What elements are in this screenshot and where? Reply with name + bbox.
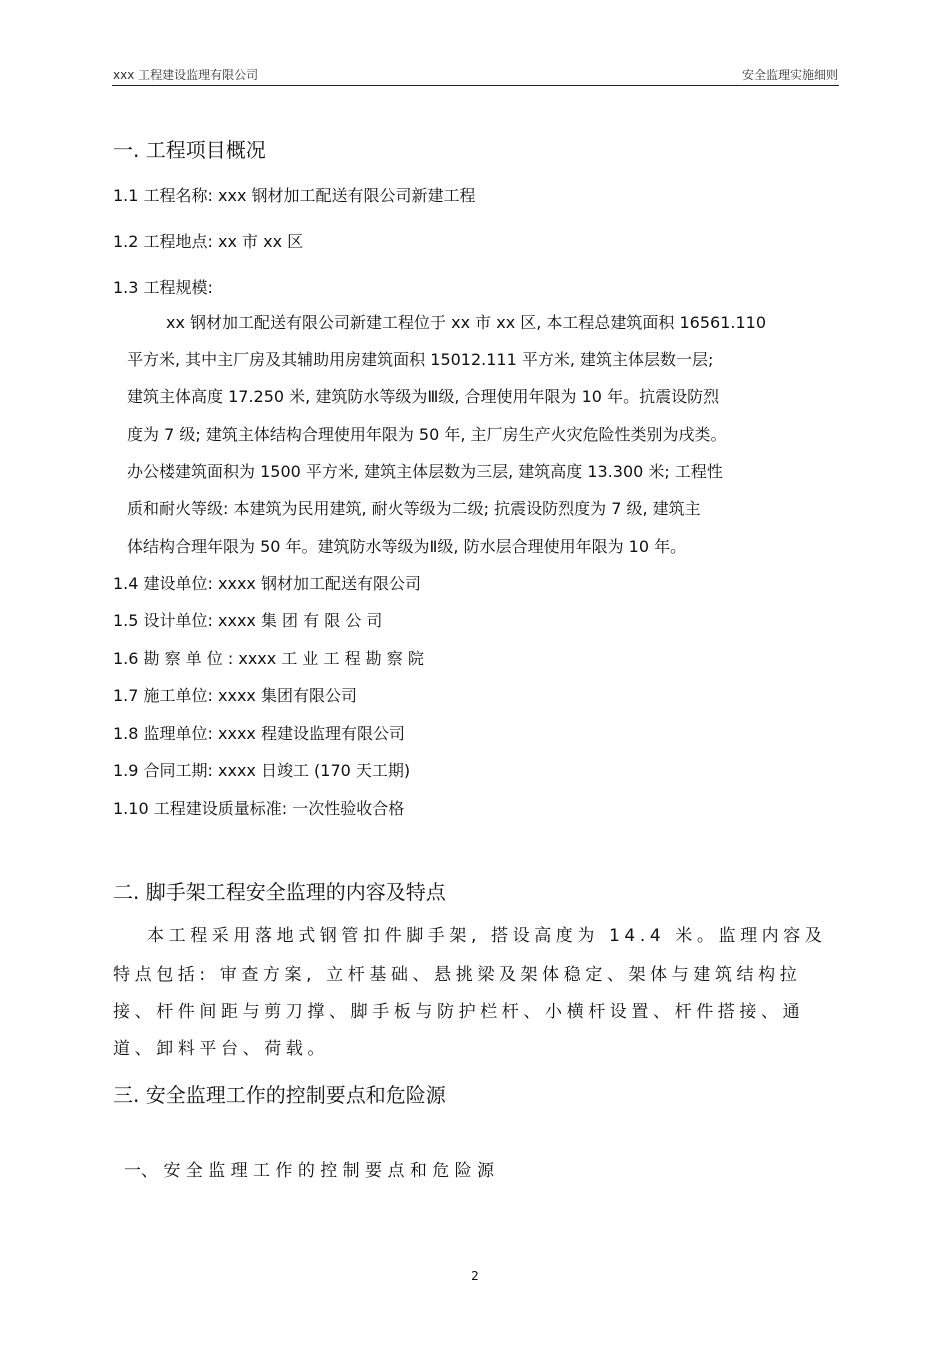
item-1-10: 1.10 工程建设质量标准: 一次性验收合格 <box>113 799 405 818</box>
header-company: xxx 工程建设监理有限公司 <box>113 68 259 82</box>
item-1-8: 1.8 监理单位: xxxx 程建设监理有限公司 <box>113 724 405 743</box>
page-number: 2 <box>471 1269 479 1283</box>
scale-line-3: 建筑主体高度 17.250 米, 建筑防水等级为Ⅲ级, 合理使用年限为 10 年。抗震设防烈 <box>127 387 720 406</box>
header-doc-title: 安全监理实施细则 <box>741 68 838 82</box>
item-1-3: 1.3 工程规模: <box>113 278 213 297</box>
section-2-title: 二. 脚手架工程安全监理的内容及特点 <box>113 880 446 904</box>
item-1-2: 1.2 工程地点: xx 市 xx 区 <box>113 232 304 251</box>
section-2-line-3: 接、杆件间距与剪刀撑、脚手板与防护栏杆、小横杆设置、杆件搭接、通 <box>113 1002 805 1022</box>
scale-line-6: 质和耐火等级: 本建筑为民用建筑, 耐火等级为二级; 抗震设防烈度为 7 级, 建筑主 <box>127 499 701 518</box>
section-3-subtitle: 一、 安 全 监 理 工 作 的 控 制 要 点 和 危 险 源 <box>124 1161 495 1181</box>
scale-line-1: xx 钢材加工配送有限公司新建工程位于 xx 市 xx 区, 本工程总建筑面积 16561.110 <box>166 313 767 332</box>
item-1-5: 1.5 设计单位: xxxx 集 团 有 限 公 司 <box>113 611 383 630</box>
item-1-4: 1.4 建设单位: xxxx 钢材加工配送有限公司 <box>113 574 421 593</box>
scale-line-2: 平方米, 其中主厂房及其辅助用房建筑面积 15012.111 平方米, 建筑主体层数一层; <box>127 350 714 369</box>
section-2-line-1: 本工程采用落地式钢管扣件脚手架, 搭设高度为 14.4 米。监理内容及 <box>147 926 827 946</box>
item-1-9: 1.9 合同工期: xxxx 日竣工 (170 天工期) <box>113 761 411 780</box>
header-divider <box>112 85 839 86</box>
scale-line-7: 体结构合理年限为 50 年。建筑防水等级为Ⅱ级, 防水层合理使用年限为 10 年。 <box>127 537 687 556</box>
item-1-6: 1.6 勘 察 单 位 : xxxx 工 业 工 程 勘 察 院 <box>113 649 424 668</box>
item-1-1: 1.1 工程名称: xxx 钢材加工配送有限公司新建工程 <box>113 186 476 205</box>
section-2-line-4: 道、卸料平台、荷载。 <box>113 1039 329 1059</box>
scale-line-4: 度为 7 级; 建筑主体结构合理使用年限为 50 年, 主厂房生产火灾危险性类别为戌类。 <box>127 425 727 444</box>
section-3-title: 三. 安全监理工作的控制要点和危险源 <box>113 1083 446 1107</box>
item-1-7: 1.7 施工单位: xxxx 集团有限公司 <box>113 686 357 705</box>
scale-line-5: 办公楼建筑面积为 1500 平方米, 建筑主体层数为三层, 建筑高度 13.300 米; 工程性 <box>127 462 723 481</box>
section-2-line-2: 特点包括: 审查方案, 立杆基础、悬挑梁及架体稳定、架体与建筑结构拉 <box>113 965 802 985</box>
section-1-title: 一. 工程项目概况 <box>113 138 266 162</box>
